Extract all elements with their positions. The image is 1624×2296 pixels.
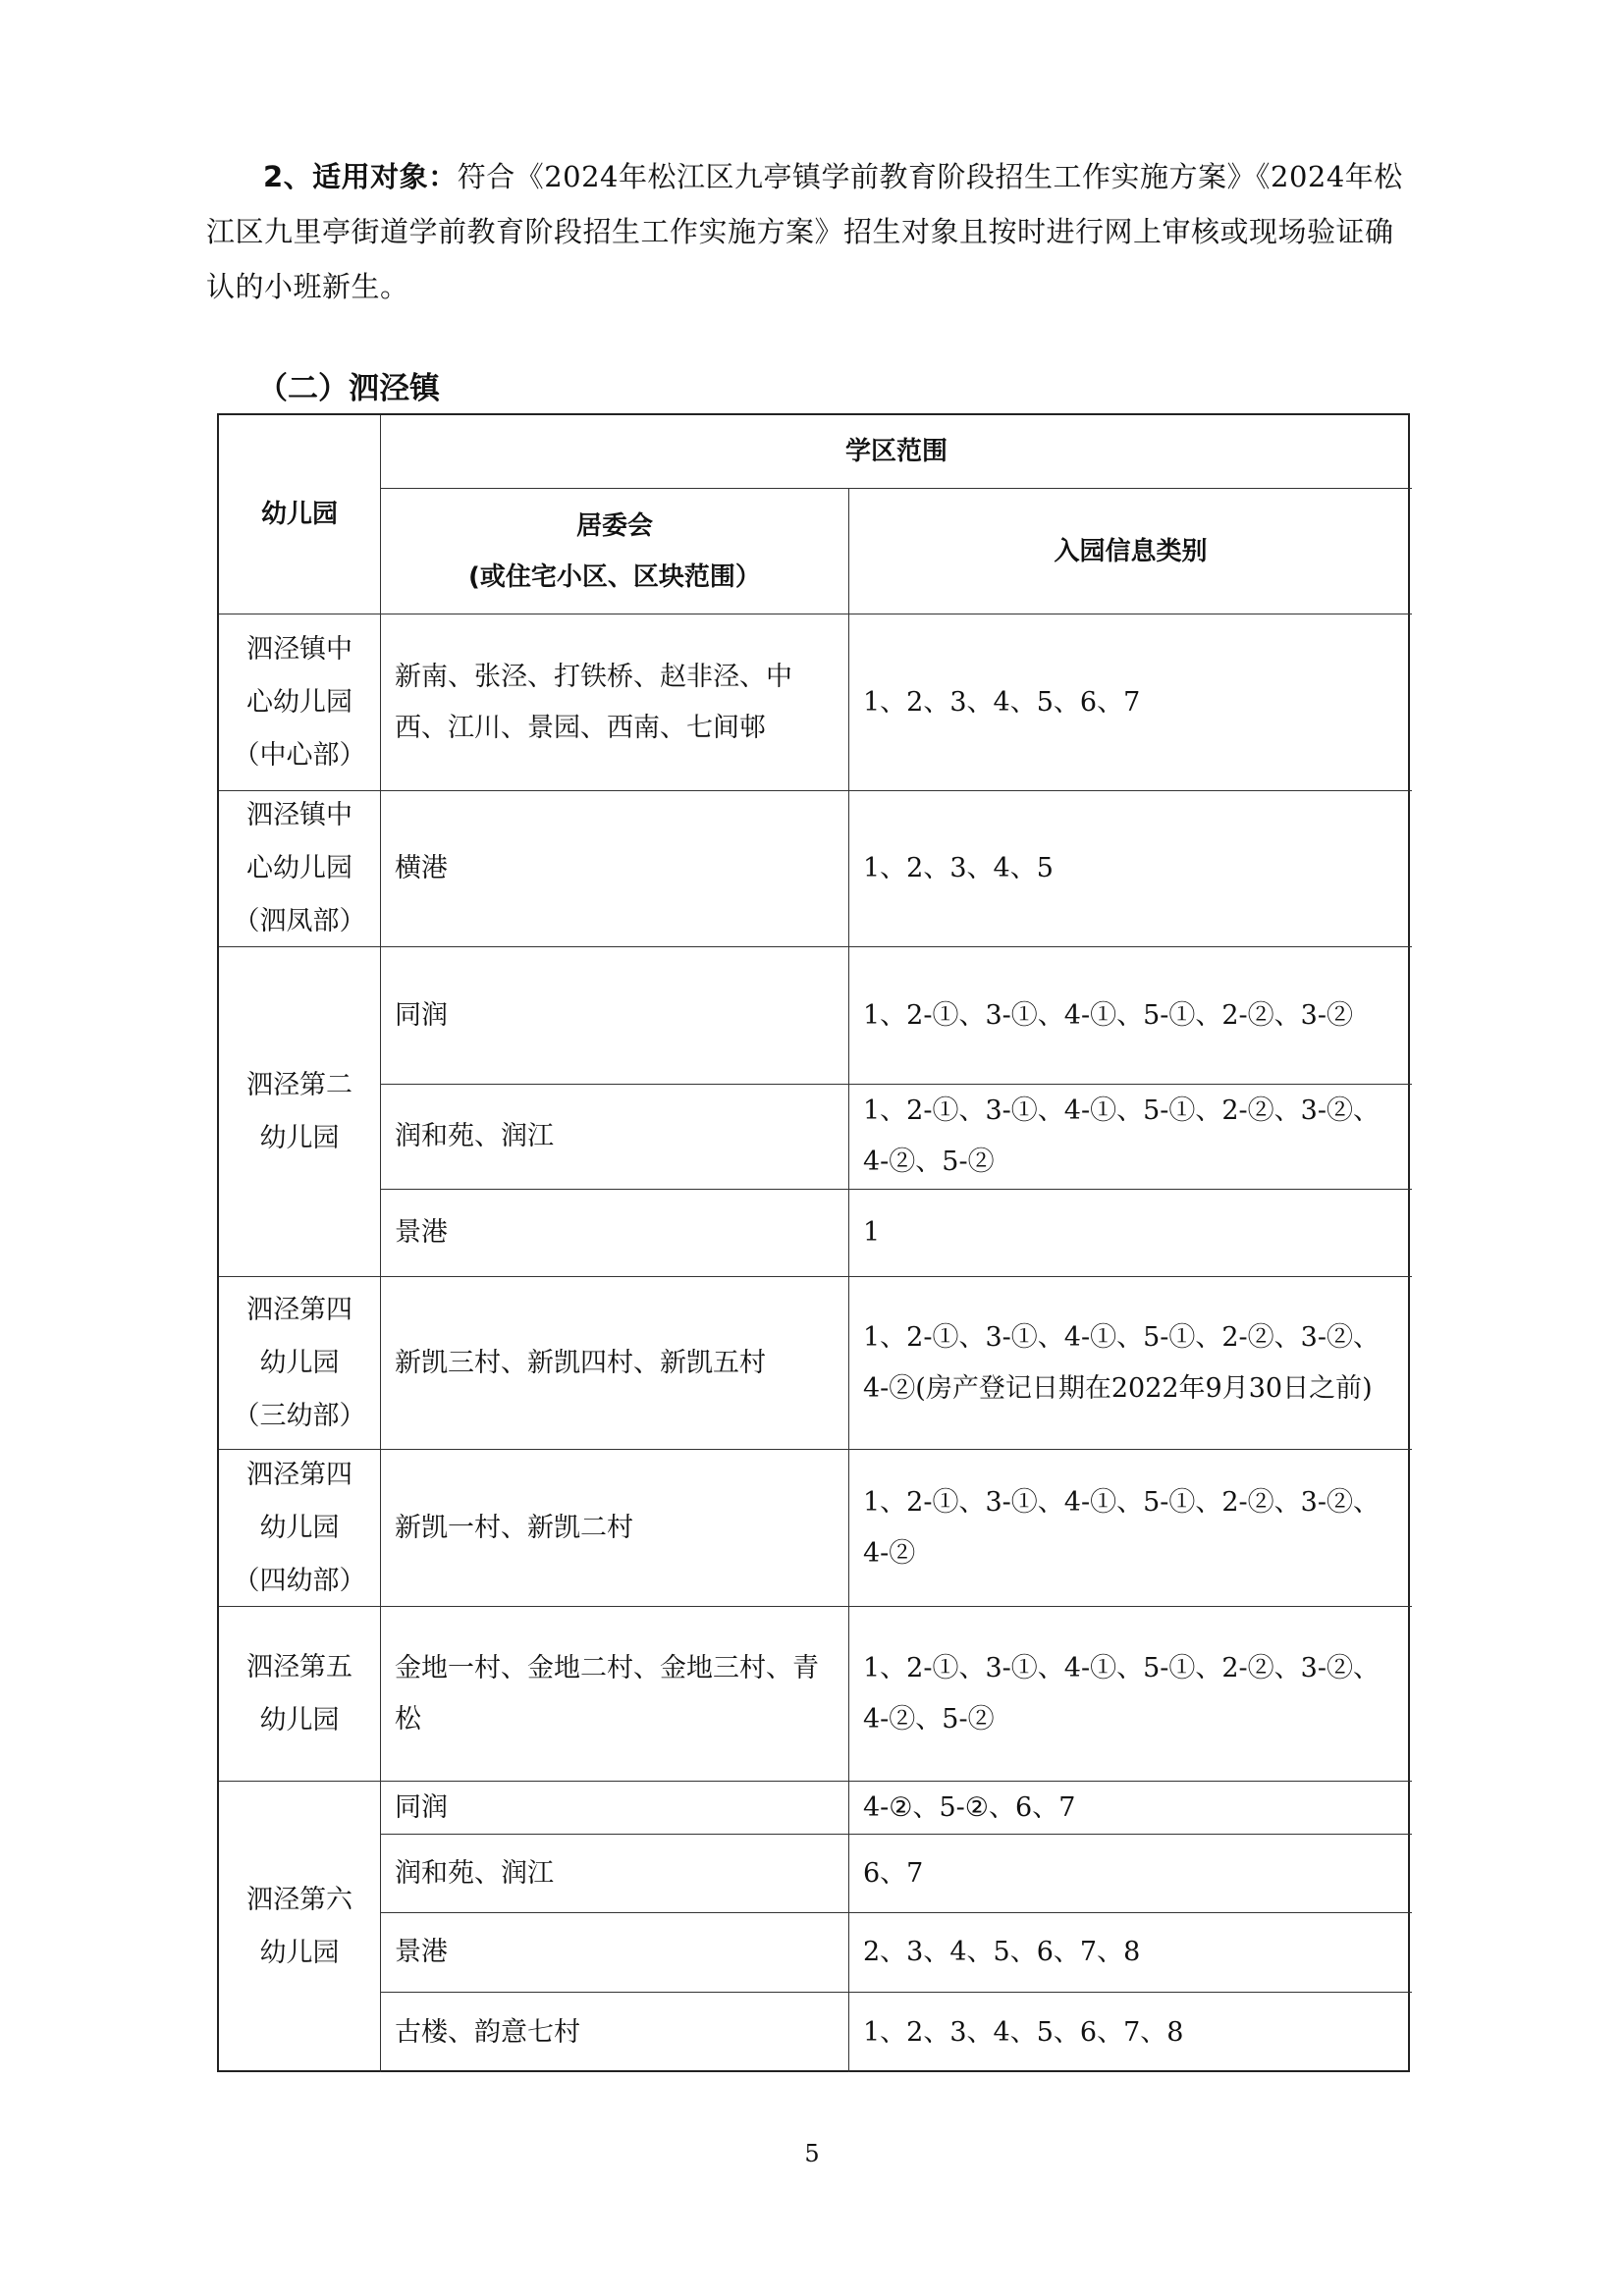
name-line: （三幼部） [233,1400,366,1431]
name-line: 心幼儿园 [246,686,352,718]
header-category: 入园信息类别 [849,489,1412,614]
kindergarten-name [219,1450,381,1607]
category-cell: 1、2-①、3-①、4-①、5-①、2-②、3-②、4-② [849,1450,1412,1607]
header-committee-line1: 居委会 [575,510,653,541]
name-line: 幼儿园 [259,1122,340,1153]
category-cell: 1、2-①、3-①、4-①、5-①、2-②、3-②、4-②、5-② [849,1085,1412,1190]
name-line: 泗泾第六 [246,1885,352,1915]
area-cell: 同润 [381,947,849,1085]
name-line: 心幼儿园 [246,853,352,883]
name-line: 泗泾第二 [246,1069,352,1100]
name-line: 泗泾第四 [246,1459,352,1490]
kindergarten-name [219,1277,381,1450]
section-title: （二）泗泾镇 [257,371,440,406]
header-committee-line2: (或住宅小区、区块范围） [468,561,761,592]
area-cell: 金地一村、金地二村、金地三村、青松 [381,1607,849,1782]
paragraph-lead: 2、适用对象： [263,160,458,193]
area-cell: 古楼、韵意七村 [381,1993,849,2072]
name-line: （泗凤部） [233,906,366,936]
area-cell: 新凯一村、新凯二村 [381,1450,849,1607]
kindergarten-name [219,1782,381,2072]
category-cell: 1、2-①、3-①、4-①、5-①、2-②、3-②、4-②(房产登记日期在2022年9月30日之前) [849,1277,1412,1450]
kindergarten-name [219,1607,381,1782]
area-cell: 润和苑、润江 [381,1835,849,1913]
name-line: 幼儿园 [259,1347,340,1378]
category-cell: 1 [849,1190,1412,1277]
category-cell: 6、7 [849,1835,1412,1913]
area-cell: 新南、张泾、打铁桥、赵非泾、中西、江川、景园、西南、七间邨 [381,614,849,791]
header-kindergarten: 幼儿园 [219,415,381,614]
paragraph-text: 符合《2024年松江区九亭镇学前教育阶段招生工作实施方案》《2024年松江区九里亭街道学前教育阶段招生工作实施方案》招生对象且按时进行网上审核或现场验证确认的小班新生。 [206,160,1403,303]
category-cell: 1、2、3、4、5、6、7 [849,614,1412,791]
name-line: 泗泾镇中 [246,800,352,830]
name-line: 泗泾第四 [246,1294,352,1325]
name-line: 幼儿园 [259,1938,340,1968]
area-cell: 景港 [381,1190,849,1277]
area-cell: 同润 [381,1782,849,1835]
category-cell: 1、2-①、3-①、4-①、5-①、2-②、3-②、4-②、5-② [849,1607,1412,1782]
category-cell: 4-②、5-②、6、7 [849,1782,1412,1835]
area-cell: 新凯三村、新凯四村、新凯五村 [381,1277,849,1450]
header-committee [381,489,849,614]
area-cell: 润和苑、润江 [381,1085,849,1190]
header-district: 学区范围 [381,415,1412,489]
kindergarten-name [219,791,381,947]
kindergarten-name [219,947,381,1277]
name-line: （中心部） [233,739,366,771]
name-line: 幼儿园 [259,1704,340,1735]
area-cell: 横港 [381,791,849,947]
area-cell: 景港 [381,1913,849,1993]
category-cell: 1、2、3、4、5、6、7、8 [863,2016,1184,2048]
kindergarten-name [219,614,381,791]
name-line: 泗泾第五 [246,1651,352,1682]
category-cell: 1、2、3、4、5 [849,791,1412,947]
applicable-objects-paragraph [206,149,1414,314]
name-line: （四幼部） [233,1565,366,1596]
page-number: 5 [804,2140,820,2167]
category-cell: 1、2-①、3-①、4-①、5-①、2-②、3-② [849,947,1412,1085]
name-line: 泗泾镇中 [246,633,352,665]
name-line: 幼儿园 [259,1512,340,1543]
category-cell: 2、3、4、5、6、7、8 [849,1913,1412,1993]
school-district-table [217,413,1410,2072]
